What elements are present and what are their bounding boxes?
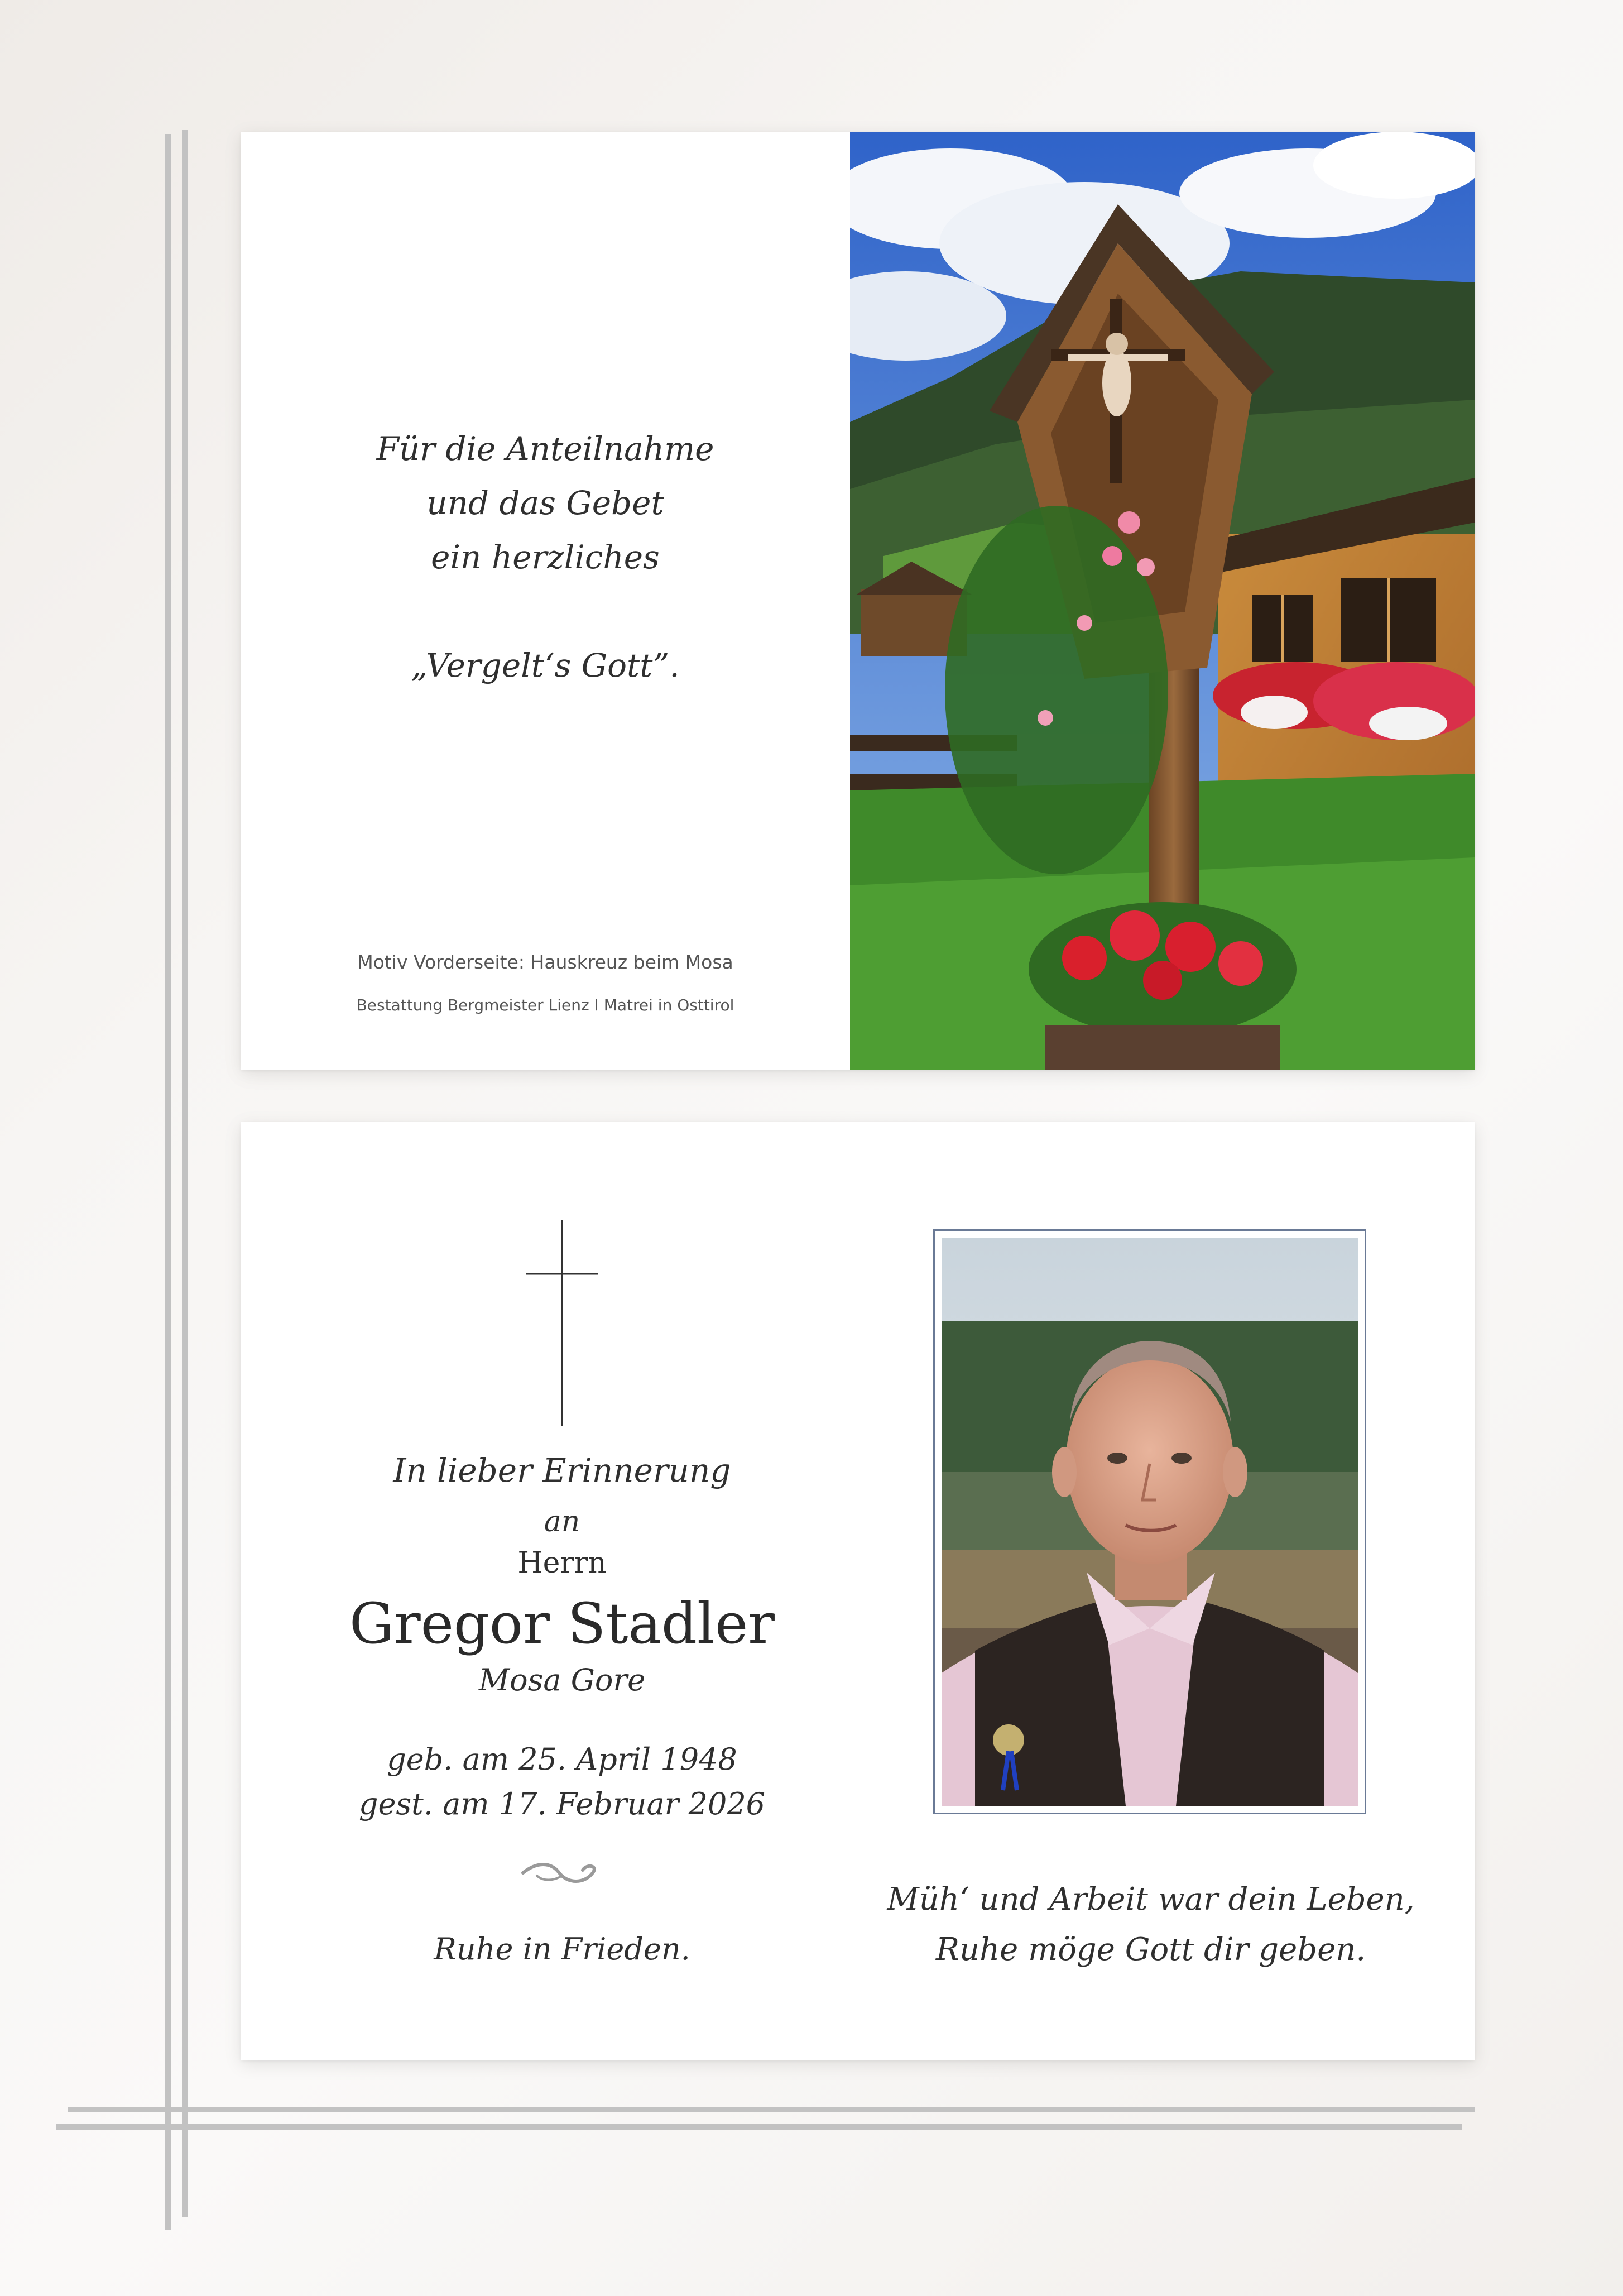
vergelts-gott: „Vergelt‘s Gott”. [411, 646, 680, 684]
memory-line: In lieber Erinnerung [393, 1451, 731, 1489]
portrait-frame [933, 1229, 1366, 1814]
rest-in-peace: Ruhe in Frieden. [434, 1931, 690, 1967]
frame-line-vertical-1 [165, 134, 171, 2230]
thanks-text [241, 422, 849, 693]
frame-line-horizontal-2 [56, 2124, 1462, 2130]
motif-caption: Motiv Vorderseite: Hauskreuz beim Mosa [357, 951, 733, 973]
thanks-line-2: und das Gebet [426, 484, 664, 522]
birth-date: geb. am 25. April 1948 [387, 1742, 737, 1777]
death-date: gest. am 17. Februar 2026 [358, 1786, 766, 1822]
frame-line-horizontal-1 [68, 2107, 1475, 2112]
verse-line-1: Müh‘ und Arbeit war dein Leben, [887, 1881, 1415, 1918]
deceased-name: Gregor Stadler [349, 1591, 775, 1656]
thanks-line-3: ein herzliches [431, 538, 660, 576]
verse-line-2: Ruhe möge Gott dir geben. [935, 1931, 1366, 1968]
herrn-line: Herrn [517, 1546, 607, 1580]
thanks-card [241, 132, 1475, 1070]
thanks-line-1: Für die Anteilnahme [376, 430, 714, 468]
frame-line-vertical-2 [182, 130, 188, 2217]
cross-icon [526, 1220, 598, 1426]
memorial-card [241, 1122, 1475, 2060]
portrait-photo [942, 1238, 1358, 1806]
undertaker-line: Bestattung Bergmeister Lienz I Matrei in Osttirol [356, 996, 734, 1014]
an-line: an [544, 1505, 580, 1538]
wayside-cross-photo [850, 132, 1475, 1070]
nickname: Mosa Gore [478, 1662, 646, 1698]
ornament-swirl-icon [520, 1859, 604, 1887]
